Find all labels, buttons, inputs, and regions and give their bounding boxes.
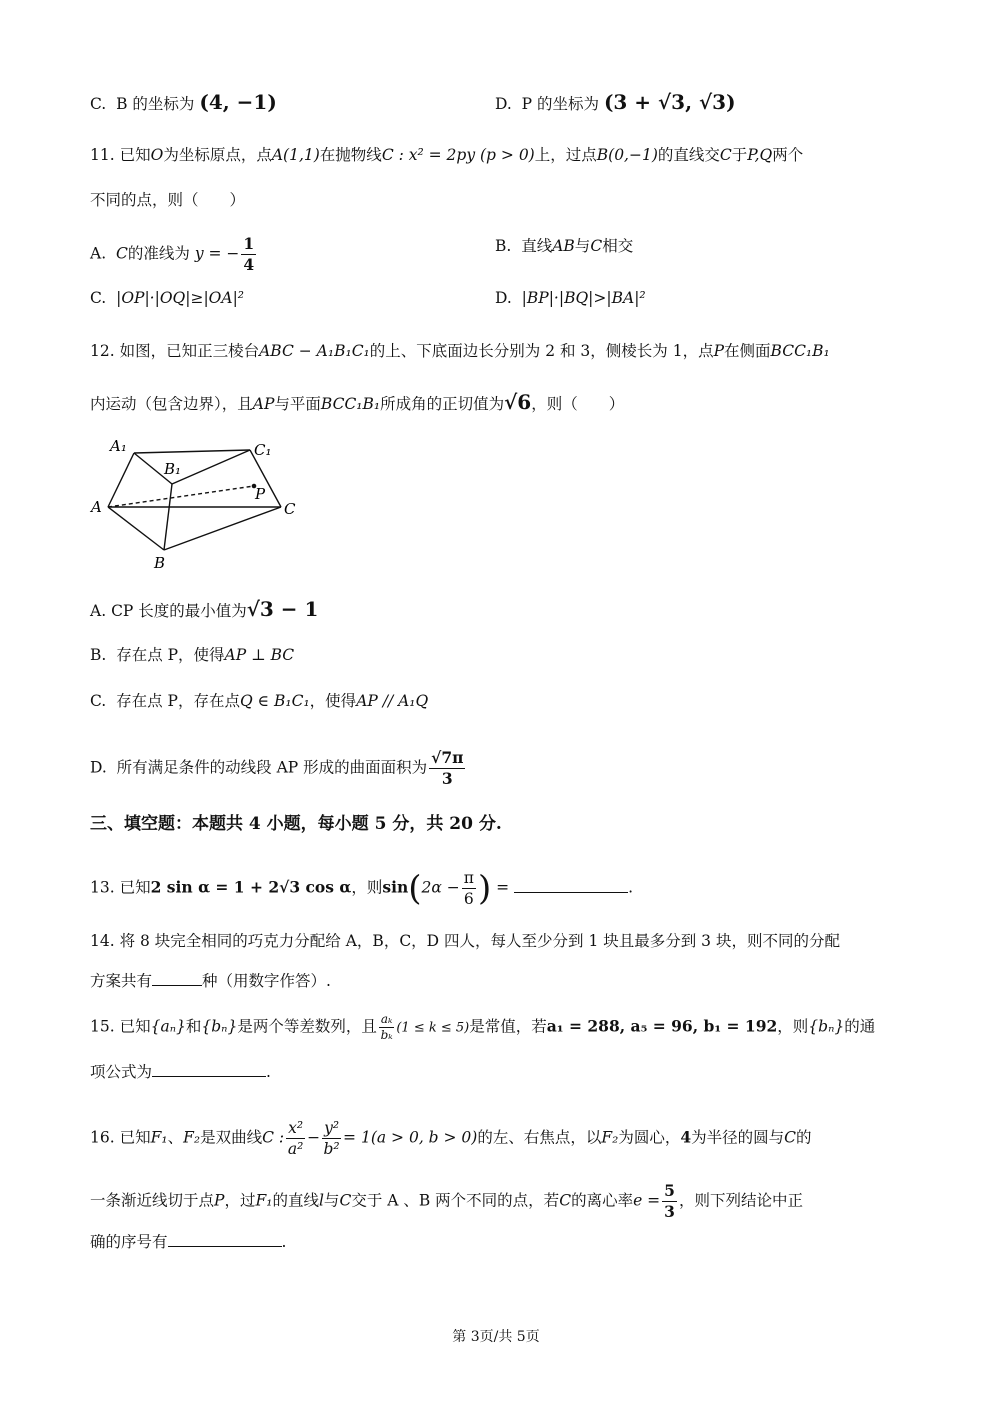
q15-line2: 项公式为 . bbox=[90, 1058, 271, 1084]
q16-line2: 一条渐近线切于点P，过F₁的直线l与C交于 A 、B 两个不同的点，若C的离心率e = $\frac{5}{3}$ ，则下列结论中正 bbox=[90, 1181, 803, 1221]
q11-stem-line1: 11. 已知O为坐标原点，点A(1,1)在抛物线C : x² = 2py (p > 0)上，过点B(0,−1)的直线交C于P,Q两个 bbox=[90, 146, 804, 164]
q15-answer-blank[interactable] bbox=[152, 1058, 266, 1077]
q10-option-c: C. B 的坐标为 (4, −1) bbox=[90, 90, 277, 114]
q11-stem-line2: 不同的点，则（ ） bbox=[90, 191, 246, 209]
q12-option-b: B. 存在点 P，使得AP ⊥ BC bbox=[90, 646, 295, 664]
q12-stem-line1: 12. 如图，已知正三棱台ABC − A₁B₁C₁的上、下底面边长分别为 2 和 3，侧棱长为 1，点P在侧面BCC₁B₁ bbox=[90, 342, 830, 360]
q11-option-b: B. 直线AB与C相交 bbox=[495, 237, 634, 255]
q12-option-d: D. 所有满足条件的动线段 AP 形成的曲面面积为 $\frac{√7\pi}{3}$ bbox=[90, 748, 464, 788]
label-c: C bbox=[284, 500, 296, 518]
q12-stem-line2: 内运动（包含边界），且AP与平面BCC₁B₁所成角的正切值为√6，则（ ） bbox=[90, 390, 625, 414]
q12-option-a: A. CP 长度的最小值为√3 − 1 bbox=[90, 597, 319, 621]
label-p: P bbox=[255, 485, 266, 503]
q11-option-d: D. |BP|·|BQ|>|BA|² bbox=[495, 289, 646, 307]
q14-answer-blank[interactable] bbox=[152, 967, 202, 986]
label-a: A bbox=[91, 498, 102, 516]
q16-answer-blank[interactable] bbox=[168, 1228, 282, 1247]
q13: 13. 已知2 sin α = 1 + 2√3 cos α，则sin(2α − $\frac{\pi}{6}$ ) = . bbox=[90, 868, 634, 909]
q13-answer-blank[interactable] bbox=[514, 874, 628, 893]
page-footer: 第 3页/共 5页 bbox=[452, 1329, 540, 1345]
q14-line2: 方案共有 种（用数字作答）. bbox=[90, 967, 331, 993]
label-a1: A₁ bbox=[110, 437, 127, 455]
q11-option-c: C. |OP|·|OQ|≥|OA|² bbox=[90, 289, 245, 307]
frustum-figure bbox=[88, 432, 318, 577]
q10-option-d: D. P 的坐标为 (3 + √3, √3) bbox=[495, 90, 736, 114]
q14-line1: 14. 将 8 块完全相同的巧克力分配给 A，B，C，D 四人，每人至少分到 1 块且最多分到 3 块，则不同的分配 bbox=[90, 932, 840, 950]
q12-option-c: C. 存在点 P，存在点Q ∈ B₁C₁，使得AP // A₁Q bbox=[90, 692, 429, 710]
q16-line1: 16. 已知F₁、F₂是双曲线C : $\frac{\text{x²}}{\text{a²}}$ − $\frac{\text{y²}}{\text{b²}}$ = 1(a > 0, b > 0)的左、右焦点，以F₂为圆心，4为半径的圆与C的 bbox=[90, 1119, 812, 1158]
q15-line1: 15. 已知{aₙ}和{bₙ}是两个等差数列，且 $\frac{\text{aₖ}}{\text{bₖ}}$ (1 ≤ k ≤ 5)是常值，若a₁ = 288, a₅ = 96, b₁ = 192，则{bₙ}的通 bbox=[90, 1012, 876, 1042]
q11-option-a: A. C的准线为 y = − $\frac{1}{4}$ bbox=[90, 234, 255, 274]
section-3-heading: 三、填空题：本题共 4 小题，每小题 5 分，共 20 分. bbox=[90, 814, 502, 834]
label-b: B bbox=[154, 554, 166, 572]
q16-line3: 确的序号有 . bbox=[90, 1228, 286, 1254]
label-c1: C₁ bbox=[254, 441, 272, 459]
label-b1: B₁ bbox=[164, 460, 182, 478]
